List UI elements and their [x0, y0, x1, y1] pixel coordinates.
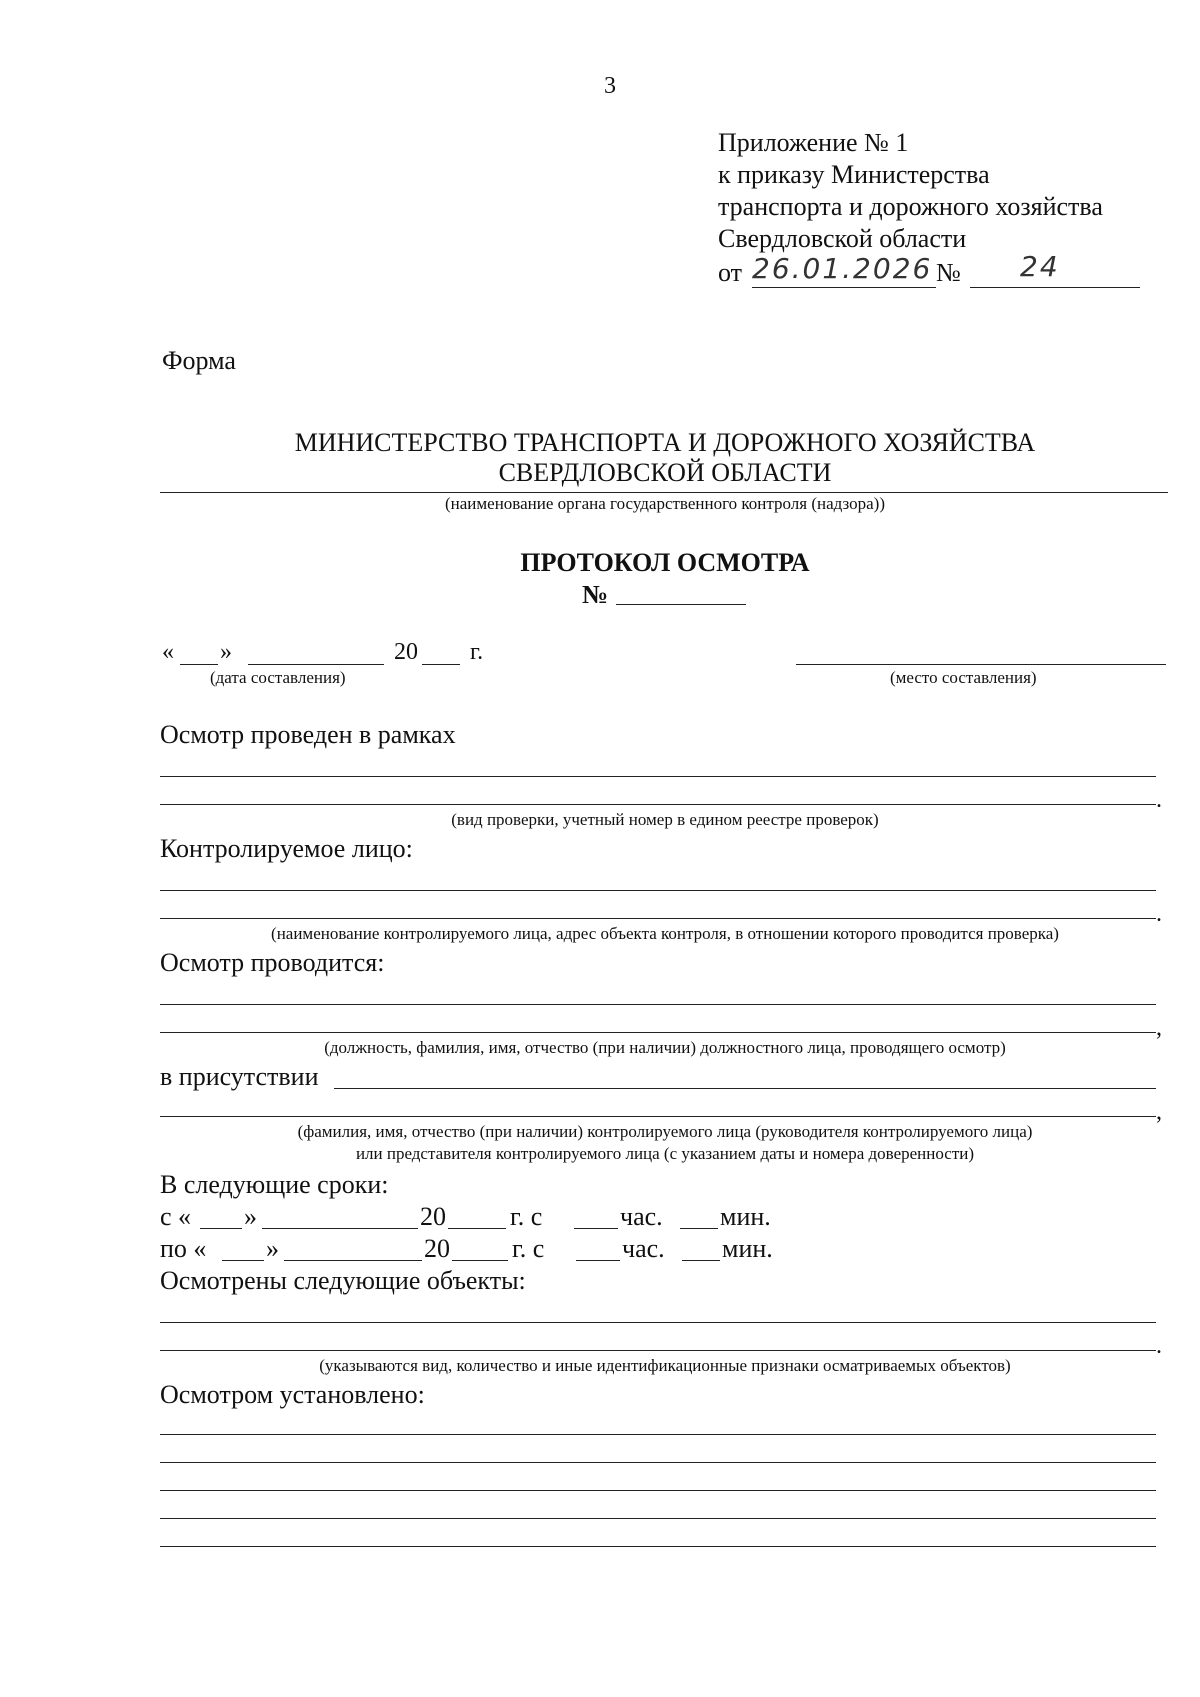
terms-from-year-line[interactable] — [448, 1228, 506, 1229]
ministry-name-underline — [160, 492, 1168, 493]
inspection-framework-end-mark: . — [1156, 787, 1162, 813]
terms-label: В следующие сроки: — [160, 1170, 389, 1199]
terms-to-year-prefix: 20 — [424, 1234, 450, 1263]
terms-to-hours: час. — [622, 1234, 665, 1263]
appendix-date-handwritten: 26.01.2026 — [752, 252, 933, 285]
terms-to-day-line[interactable] — [222, 1260, 264, 1261]
protocol-title: ПРОТОКОЛ ОСМОТРА — [520, 548, 810, 577]
objects-caption: (указываются вид, количество и иные идентификационные признаки осматриваемых объектов) — [319, 1356, 1011, 1375]
place-caption: (место составления) — [890, 668, 1037, 687]
objects-line-1[interactable] — [160, 1322, 1156, 1323]
ministry-caption: (наименование органа государственного контроля (надзора)) — [444, 494, 886, 513]
date-year-prefix: 20 — [394, 639, 418, 665]
inspection-framework-label: Осмотр проведен в рамках — [160, 720, 456, 749]
presence-line-2[interactable] — [160, 1116, 1156, 1117]
appendix-line-4: Свердловской области — [718, 224, 967, 253]
inspection-framework-line-2[interactable] — [160, 804, 1156, 805]
presence-line-1[interactable] — [334, 1088, 1156, 1089]
date-day-line[interactable] — [180, 664, 218, 665]
objects-label: Осмотрены следующие объекты: — [160, 1266, 526, 1295]
terms-to-year-suffix: г. с — [512, 1234, 545, 1263]
date-year-line[interactable] — [422, 664, 460, 665]
appendix-number-line — [970, 287, 1140, 288]
controlled-person-line-1[interactable] — [160, 890, 1156, 891]
terms-to-close-quote: » — [266, 1234, 279, 1263]
findings-line-3[interactable] — [160, 1490, 1156, 1491]
findings-line-2[interactable] — [160, 1462, 1156, 1463]
date-month-line[interactable] — [248, 664, 384, 665]
appendix-number-handwritten: 24 — [1020, 250, 1060, 283]
controlled-person-caption: (наименование контролируемого лица, адрес объекта контроля, в отношении которого проводится проверка) — [271, 924, 1059, 943]
terms-from-hours: час. — [620, 1202, 663, 1231]
terms-from-year-suffix: г. с — [510, 1202, 543, 1231]
terms-from-month-line[interactable] — [262, 1228, 418, 1229]
conducted-by-line-2[interactable] — [160, 1032, 1156, 1033]
date-close-quote: » — [220, 639, 232, 665]
form-label: Форма — [162, 346, 236, 375]
controlled-person-line-2[interactable] — [160, 918, 1156, 919]
terms-to-prefix: по « — [160, 1234, 207, 1263]
objects-end-mark: . — [1156, 1333, 1162, 1359]
terms-from-year-prefix: 20 — [420, 1202, 446, 1231]
inspection-framework-line-1[interactable] — [160, 776, 1156, 777]
inspection-framework-caption: (вид проверки, учетный номер в едином реестре проверок) — [451, 810, 879, 829]
page-number: 3 — [604, 73, 616, 99]
appendix-date-line — [752, 287, 936, 288]
terms-to-month-line[interactable] — [284, 1260, 422, 1261]
appendix-from-label: от — [718, 258, 743, 287]
controlled-person-end-mark: . — [1156, 901, 1162, 927]
ministry-name-line-1: МИНИСТЕРСТВО ТРАНСПОРТА И ДОРОЖНОГО ХОЗЯЙСТВА — [294, 428, 1036, 457]
date-open-quote: « — [162, 639, 174, 665]
controlled-person-label: Контролируемое лицо: — [160, 834, 413, 863]
appendix-line-3: транспорта и дорожного хозяйства — [718, 192, 1103, 221]
conducted-by-line-1[interactable] — [160, 1004, 1156, 1005]
conducted-by-label: Осмотр проводится: — [160, 948, 385, 977]
date-year-suffix: г. — [470, 639, 484, 665]
conducted-by-end-mark: , — [1156, 1015, 1162, 1041]
appendix-line-2: к приказу Министерства — [718, 160, 990, 189]
terms-from-prefix: с « — [160, 1202, 192, 1231]
objects-line-2[interactable] — [160, 1350, 1156, 1351]
findings-line-4[interactable] — [160, 1518, 1156, 1519]
terms-from-hours-line[interactable] — [574, 1228, 618, 1229]
terms-from-minutes-line[interactable] — [680, 1228, 718, 1229]
date-caption: (дата составления) — [210, 668, 346, 687]
findings-label: Осмотром установлено: — [160, 1380, 425, 1409]
terms-from-minutes: мин. — [720, 1202, 771, 1231]
conducted-by-caption: (должность, фамилия, имя, отчество (при наличии) должностного лица, проводящего осмотр) — [324, 1038, 1006, 1057]
terms-from-day-line[interactable] — [200, 1228, 242, 1229]
terms-from-close-quote: » — [244, 1202, 257, 1231]
presence-label: в присутствии — [160, 1062, 319, 1091]
terms-to-year-line[interactable] — [452, 1260, 508, 1261]
place-line[interactable] — [796, 664, 1166, 665]
protocol-number-line[interactable] — [616, 604, 746, 605]
ministry-name-line-2: СВЕРДЛОВСКОЙ ОБЛАСТИ — [498, 458, 832, 487]
presence-caption-line-2: или представителя контролируемого лица (с указанием даты и номера доверенности) — [355, 1144, 975, 1163]
terms-to-hours-line[interactable] — [576, 1260, 620, 1261]
presence-end-mark: , — [1156, 1099, 1162, 1125]
protocol-number-label: № — [582, 580, 609, 609]
findings-line-1[interactable] — [160, 1434, 1156, 1435]
terms-to-minutes: мин. — [722, 1234, 773, 1263]
terms-to-minutes-line[interactable] — [682, 1260, 720, 1261]
appendix-number-label: № — [936, 258, 961, 287]
appendix-line-1: Приложение № 1 — [718, 128, 909, 157]
presence-caption-line-1: (фамилия, имя, отчество (при наличии) контролируемого лица (руководителя контролируемого лица) — [297, 1122, 1033, 1141]
findings-line-5[interactable] — [160, 1546, 1156, 1547]
